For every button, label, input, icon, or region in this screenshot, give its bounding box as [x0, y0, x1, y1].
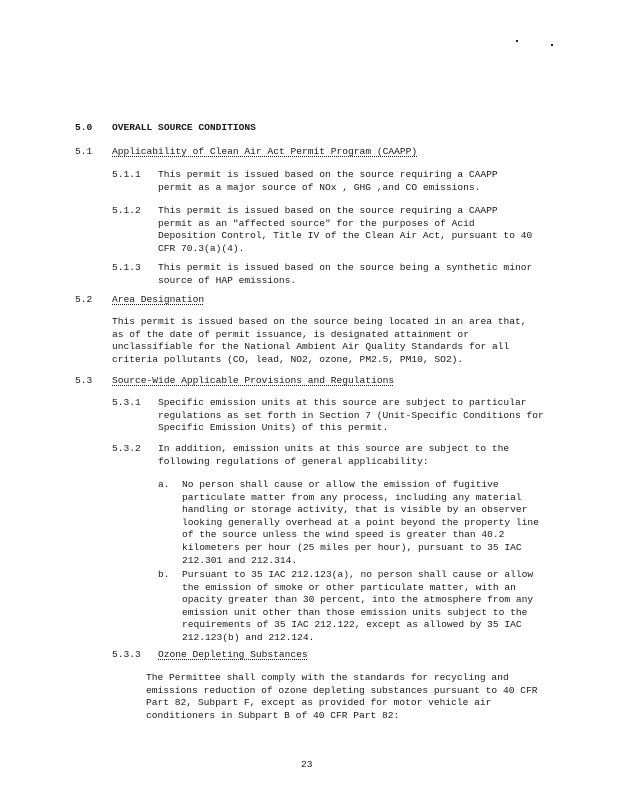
s53-number: 5.3 [75, 375, 93, 386]
s532-number: 5.3.2 [112, 443, 141, 454]
s511-text: This permit is issued based on the source requiring a CAAPP permit as a major source of NOx , GHG ,and CO emissions. [158, 169, 498, 193]
s532-sub-b-label: b. [158, 569, 170, 580]
s51-number: 5.1 [75, 146, 93, 157]
page-number: 23 [301, 759, 313, 770]
s531-number: 5.3.1 [112, 397, 141, 408]
s532-sub-a-label: a. [158, 479, 170, 490]
s52-text: This permit is issued based on the source being located in an area that, as of the date of permit issuance, is designated attainment or unclassifiable for the National Ambient Air Quality Standards for all criteria pollutants (CO, lead, NO2, ozone, PM2.5, PM10, SO2). [112, 316, 527, 365]
s532-sub-b-text: Pursuant to 35 IAC 212.123(a), no person shall cause or allow the emission of smoke or other particulate matter, with an opacity greater than 30 percent, into the atmosphere from any emission unit other than those emission units subject to the requirements of 35 IAC 212.122, except as allowed by 35 IAC 212.123(b) and 212.124. [182, 569, 534, 643]
s52-title: Area Designation [112, 294, 205, 305]
scan-mark-1 [516, 40, 518, 42]
s532-sub-a-text: No person shall cause or allow the emission of fugitive particulate matter from any process, including any material handling or storage activity, that is visible by an observer looking generally overhead at a point beyond the property line of the source unless the wind speed is greater than 40.2 kilometers per hour (25 miles per hour), pursuant to 35 IAC 212.301 and 212.314. [182, 479, 539, 566]
s533-title: Ozone Depleting Substances [158, 649, 308, 660]
s51-title: Applicability of Clean Air Act Permit Program (CAAPP) [112, 146, 418, 157]
s512-number: 5.1.2 [112, 205, 141, 216]
s52-number: 5.2 [75, 294, 93, 305]
s512-text: This permit is issued based on the source requiring a CAAPP permit as an "affected source" for the purposes of Acid Deposition Control, Title IV of the Clean Air Act, pursuant to 40 CFR 70.3(a)(4). [158, 205, 533, 254]
section-title: OVERALL SOURCE CONDITIONS [112, 122, 256, 133]
section-number: 5.0 [75, 122, 93, 133]
s513-text: This permit is issued based on the source being a synthetic minor source of HAP emissions. [158, 262, 533, 286]
s511-number: 5.1.1 [112, 169, 141, 180]
s533-text: The Permittee shall comply with the standards for recycling and emissions reduction of ozone depleting substances pursuant to 40 CFR Part 82, Subpart F, except as provided for motor vehicle air conditioners in Subpart B of 40 CFR Part 82: [146, 672, 538, 721]
s533-number: 5.3.3 [112, 649, 141, 660]
s53-title: Source-Wide Applicable Provisions and Regulations [112, 375, 395, 386]
s513-number: 5.1.3 [112, 262, 141, 273]
s532-text: In addition, emission units at this source are subject to the following regulations of general applicability: [158, 443, 510, 467]
scan-mark-2 [551, 44, 553, 46]
s531-text: Specific emission units at this source are subject to particular regulations as set forth in Section 7 (Unit-Specific Conditions for Specific Emission Units) of this permit. [158, 397, 544, 434]
